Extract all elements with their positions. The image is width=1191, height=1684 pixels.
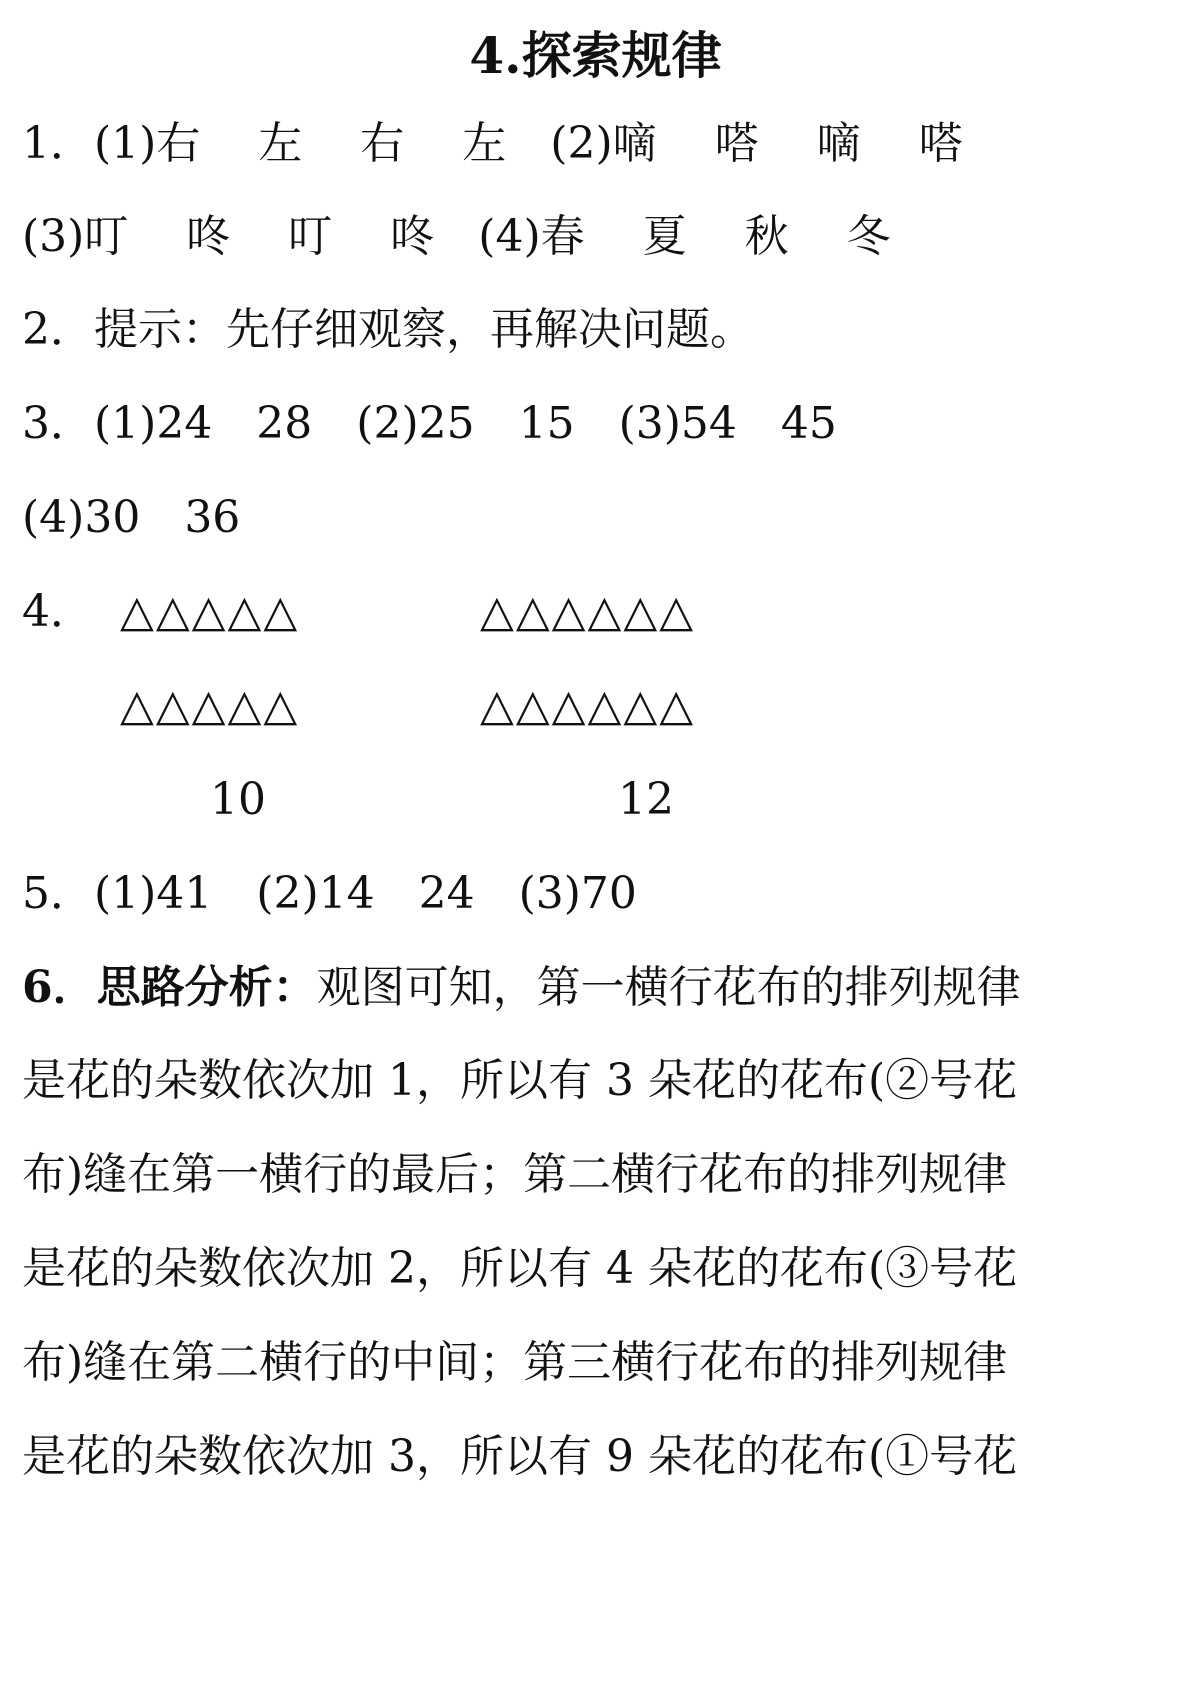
q4-label: 4． xyxy=(22,586,94,637)
q4-triangles-right-row-2: △△△△△△ xyxy=(480,680,696,731)
q4-triangles-left-row-2: △△△△△ xyxy=(120,680,300,731)
q6-line-3: 布)缝在第一横行的最后；第二横行花布的排列规律 xyxy=(22,1149,1008,1200)
q6-line-2: 是花的朵数依次加 1，所以有 3 朵花的花布(②号花 xyxy=(22,1055,1018,1106)
q3-line-1: 3．(1)24 28 (2)25 15 (3)54 45 xyxy=(22,398,837,449)
page-title: 4.探索规律 xyxy=(469,26,722,85)
q1-line-1: 1．(1)右 左 右 左 (2)嘀 嗒 嘀 嗒 xyxy=(22,118,963,169)
q4-count-left: 10 xyxy=(210,774,266,825)
q1-line-2: (3)叮 咚 叮 咚 (4)春 夏 秋 冬 xyxy=(22,211,891,262)
q6-line-4: 是花的朵数依次加 2，所以有 4 朵花的花布(③号花 xyxy=(22,1243,1018,1294)
q4-triangles-left-row-1: △△△△△ xyxy=(120,586,300,637)
q5-line: 5．(1)41 (2)14 24 (3)70 xyxy=(22,868,637,919)
q3-line-2: (4)30 36 xyxy=(22,492,241,543)
q6-line-6: 是花的朵数依次加 3，所以有 9 朵花的花布(①号花 xyxy=(22,1431,1018,1482)
q4-triangles-right-row-1: △△△△△△ xyxy=(480,586,696,637)
q6-text-1: 观图可知，第一横行花布的排列规律 xyxy=(316,962,1021,1013)
q2-line: 2．提示：先仔细观察，再解决问题。 xyxy=(22,304,754,355)
q6-line-5: 布)缝在第二横行的中间；第三横行花布的排列规律 xyxy=(22,1337,1008,1388)
q6-label: 6．思路分析： xyxy=(22,962,317,1013)
q6-line-1 xyxy=(22,960,1021,1016)
q4-count-right: 12 xyxy=(618,774,674,825)
